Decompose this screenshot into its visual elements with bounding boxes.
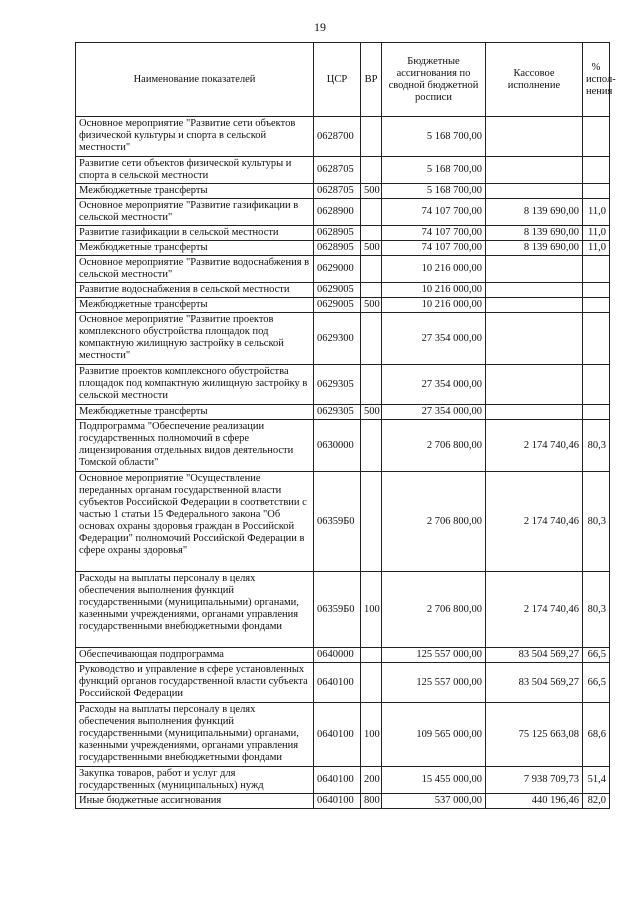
cell-csr: 06359Б0 bbox=[314, 572, 361, 648]
cell-vr bbox=[361, 313, 382, 365]
cell-budget: 74 107 700,00 bbox=[382, 241, 486, 256]
cell-cash bbox=[486, 117, 583, 157]
cell-budget: 2 706 800,00 bbox=[382, 420, 486, 472]
cell-csr: 0629005 bbox=[314, 298, 361, 313]
cell-budget: 2 706 800,00 bbox=[382, 572, 486, 648]
cell-name: Развитие сети объектов физической культуры и спорта в сельской местности bbox=[76, 157, 314, 184]
cell-csr: 0629305 bbox=[314, 365, 361, 405]
cell-budget: 27 354 000,00 bbox=[382, 313, 486, 365]
table-row bbox=[76, 703, 610, 767]
cell-vr: 100 bbox=[361, 572, 382, 648]
cell-vr bbox=[361, 283, 382, 298]
cell-name: Межбюджетные трансферты bbox=[76, 241, 314, 256]
table-row bbox=[76, 663, 610, 703]
cell-budget: 74 107 700,00 bbox=[382, 226, 486, 241]
cell-pct: 11,0 bbox=[583, 226, 610, 241]
header-name: Наименование показателей bbox=[76, 43, 314, 117]
cell-cash: 8 139 690,00 bbox=[486, 199, 583, 226]
table-row bbox=[76, 472, 610, 572]
cell-cash: 7 938 709,73 bbox=[486, 767, 583, 794]
cell-csr: 0640000 bbox=[314, 648, 361, 663]
cell-cash: 8 139 690,00 bbox=[486, 226, 583, 241]
cell-cash bbox=[486, 256, 583, 283]
cell-pct: 66,5 bbox=[583, 663, 610, 703]
cell-name: Обеспечивающая подпрограмма bbox=[76, 648, 314, 663]
cell-vr bbox=[361, 117, 382, 157]
cell-vr: 500 bbox=[361, 184, 382, 199]
cell-pct bbox=[583, 117, 610, 157]
cell-budget: 2 706 800,00 bbox=[382, 472, 486, 572]
cell-budget: 27 354 000,00 bbox=[382, 365, 486, 405]
cell-name: Расходы на выплаты персоналу в целях обеспечения выполнения функций государственными (муниципальными) органами, казенными учреждениями, органами управления государственными внебюджетными фондами bbox=[76, 703, 314, 767]
table-row bbox=[76, 226, 610, 241]
cell-pct bbox=[583, 298, 610, 313]
cell-csr: 0629305 bbox=[314, 405, 361, 420]
header-pct: % испол-нения bbox=[583, 43, 610, 117]
cell-vr: 800 bbox=[361, 794, 382, 809]
table-row bbox=[76, 241, 610, 256]
cell-csr: 0640100 bbox=[314, 767, 361, 794]
cell-name: Основное мероприятие "Развитие проектов комплексного обустройства площадок под компактную жилищную застройку в сельской местности" bbox=[76, 313, 314, 365]
cell-cash bbox=[486, 313, 583, 365]
header-csr: ЦСР bbox=[314, 43, 361, 117]
cell-vr bbox=[361, 420, 382, 472]
cell-csr: 0629005 bbox=[314, 283, 361, 298]
cell-budget: 537 000,00 bbox=[382, 794, 486, 809]
cell-pct: 82,0 bbox=[583, 794, 610, 809]
cell-vr: 500 bbox=[361, 298, 382, 313]
table-row bbox=[76, 794, 610, 809]
cell-name: Межбюджетные трансферты bbox=[76, 184, 314, 199]
cell-cash: 83 504 569,27 bbox=[486, 648, 583, 663]
page-number: 19 bbox=[314, 20, 326, 34]
cell-pct bbox=[583, 184, 610, 199]
table-row bbox=[76, 420, 610, 472]
cell-cash bbox=[486, 298, 583, 313]
cell-cash bbox=[486, 365, 583, 405]
cell-name: Подпрограмма "Обеспечение реализации государственных полномочий в сфере лицензирования отдельных видов деятельности Томской области" bbox=[76, 420, 314, 472]
cell-csr: 0640100 bbox=[314, 794, 361, 809]
cell-vr bbox=[361, 226, 382, 241]
cell-name: Руководство и управление в сфере установленных функций органов государственной власти субъекта Российской Федерации bbox=[76, 663, 314, 703]
table-header-row bbox=[76, 43, 610, 117]
cell-budget: 74 107 700,00 bbox=[382, 199, 486, 226]
table-row bbox=[76, 157, 610, 184]
header-cash: Кассовое исполнение bbox=[486, 43, 583, 117]
cell-pct: 11,0 bbox=[583, 241, 610, 256]
table-body bbox=[76, 117, 610, 809]
cell-vr bbox=[361, 199, 382, 226]
cell-cash: 8 139 690,00 bbox=[486, 241, 583, 256]
cell-budget: 125 557 000,00 bbox=[382, 648, 486, 663]
table-row bbox=[76, 767, 610, 794]
cell-vr bbox=[361, 663, 382, 703]
cell-budget: 27 354 000,00 bbox=[382, 405, 486, 420]
cell-pct: 66,5 bbox=[583, 648, 610, 663]
table-row bbox=[76, 117, 610, 157]
cell-budget: 10 216 000,00 bbox=[382, 298, 486, 313]
table-row bbox=[76, 572, 610, 648]
cell-cash bbox=[486, 184, 583, 199]
cell-cash: 2 174 740,46 bbox=[486, 472, 583, 572]
cell-pct bbox=[583, 256, 610, 283]
cell-csr: 0628900 bbox=[314, 199, 361, 226]
cell-name: Развитие газификации в сельской местности bbox=[76, 226, 314, 241]
cell-name: Основное мероприятие "Развитие газификации в сельской местности" bbox=[76, 199, 314, 226]
cell-pct: 80,3 bbox=[583, 420, 610, 472]
cell-cash: 2 174 740,46 bbox=[486, 420, 583, 472]
cell-name: Основное мероприятие "Развитие водоснабжения в сельской местности" bbox=[76, 256, 314, 283]
cell-cash bbox=[486, 283, 583, 298]
cell-csr: 0640100 bbox=[314, 663, 361, 703]
table-row bbox=[76, 365, 610, 405]
cell-budget: 5 168 700,00 bbox=[382, 184, 486, 199]
cell-budget: 10 216 000,00 bbox=[382, 256, 486, 283]
table-row bbox=[76, 648, 610, 663]
cell-vr: 500 bbox=[361, 241, 382, 256]
cell-budget: 10 216 000,00 bbox=[382, 283, 486, 298]
cell-pct: 68,6 bbox=[583, 703, 610, 767]
cell-name: Иные бюджетные ассигнования bbox=[76, 794, 314, 809]
cell-budget: 15 455 000,00 bbox=[382, 767, 486, 794]
cell-csr: 0628705 bbox=[314, 157, 361, 184]
cell-name: Основное мероприятие "Осуществление переданных органам государственной власти субъектов Российской Федерации в соответствии с частью 1 статьи 15 Федерального закона "Об основах охраны здоровья граждан в Российской Федерации" полномочий Российской Федерации в сфере охраны здоровья" bbox=[76, 472, 314, 572]
cell-vr bbox=[361, 365, 382, 405]
cell-csr: 0628905 bbox=[314, 241, 361, 256]
cell-csr: 0640100 bbox=[314, 703, 361, 767]
cell-vr bbox=[361, 472, 382, 572]
cell-name: Межбюджетные трансферты bbox=[76, 405, 314, 420]
cell-csr: 0629000 bbox=[314, 256, 361, 283]
cell-cash bbox=[486, 157, 583, 184]
cell-vr bbox=[361, 648, 382, 663]
cell-pct bbox=[583, 157, 610, 184]
cell-csr: 0628905 bbox=[314, 226, 361, 241]
cell-vr bbox=[361, 256, 382, 283]
cell-pct bbox=[583, 405, 610, 420]
header-budget: Бюджетные ассигнования по сводной бюджетной росписи bbox=[382, 43, 486, 117]
table-row bbox=[76, 256, 610, 283]
cell-vr: 500 bbox=[361, 405, 382, 420]
cell-vr: 200 bbox=[361, 767, 382, 794]
header-vr: ВР bbox=[361, 43, 382, 117]
budget-execution-table bbox=[75, 42, 616, 809]
cell-csr: 06359Б0 bbox=[314, 472, 361, 572]
table-row bbox=[76, 298, 610, 313]
cell-vr bbox=[361, 157, 382, 184]
cell-pct: 11,0 bbox=[583, 199, 610, 226]
table-row bbox=[76, 199, 610, 226]
cell-cash: 440 196,46 bbox=[486, 794, 583, 809]
cell-budget: 5 168 700,00 bbox=[382, 157, 486, 184]
cell-pct bbox=[583, 313, 610, 365]
cell-csr: 0628700 bbox=[314, 117, 361, 157]
cell-csr: 0629300 bbox=[314, 313, 361, 365]
cell-pct: 80,3 bbox=[583, 572, 610, 648]
cell-budget: 125 557 000,00 bbox=[382, 663, 486, 703]
cell-budget: 5 168 700,00 bbox=[382, 117, 486, 157]
table-row bbox=[76, 405, 610, 420]
cell-pct: 51,4 bbox=[583, 767, 610, 794]
cell-pct bbox=[583, 283, 610, 298]
cell-cash: 2 174 740,46 bbox=[486, 572, 583, 648]
cell-cash bbox=[486, 405, 583, 420]
cell-cash: 83 504 569,27 bbox=[486, 663, 583, 703]
cell-pct: 80,3 bbox=[583, 472, 610, 572]
cell-name: Развитие водоснабжения в сельской местности bbox=[76, 283, 314, 298]
cell-pct bbox=[583, 365, 610, 405]
cell-name: Межбюджетные трансферты bbox=[76, 298, 314, 313]
cell-name: Закупка товаров, работ и услуг для государственных (муниципальных) нужд bbox=[76, 767, 314, 794]
table-row bbox=[76, 184, 610, 199]
cell-name: Развитие проектов комплексного обустройства площадок под компактную жилищную застройку в сельской местности bbox=[76, 365, 314, 405]
cell-vr: 100 bbox=[361, 703, 382, 767]
cell-name: Основное мероприятие "Развитие сети объектов физической культуры и спорта в сельской местности" bbox=[76, 117, 314, 157]
cell-budget: 109 565 000,00 bbox=[382, 703, 486, 767]
cell-cash: 75 125 663,08 bbox=[486, 703, 583, 767]
cell-csr: 0630000 bbox=[314, 420, 361, 472]
cell-csr: 0628705 bbox=[314, 184, 361, 199]
table-row bbox=[76, 283, 610, 298]
table-row bbox=[76, 313, 610, 365]
cell-name: Расходы на выплаты персоналу в целях обеспечения выполнения функций государственными (муниципальными) органами, казенными учреждениями, органами управления государственными внебюджетными фондами bbox=[76, 572, 314, 648]
